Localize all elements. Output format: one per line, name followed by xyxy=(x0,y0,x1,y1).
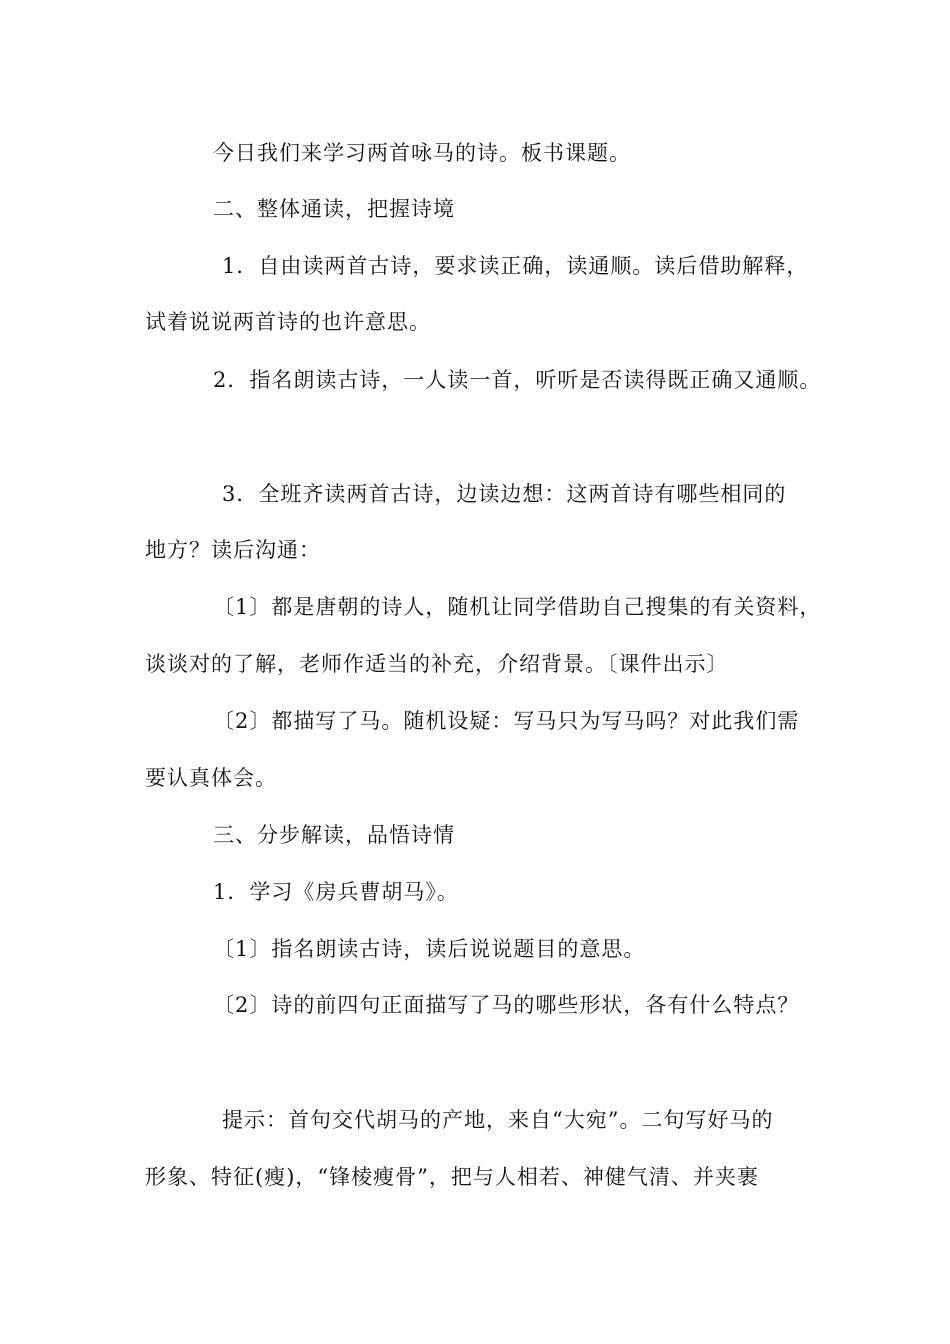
paragraph-line: 谈谈对的了解，老师作适当的补充，介绍背景。〔课件出示〕 xyxy=(145,652,729,676)
paragraph-line: 1．自由读两首古诗，要求读正确，读通顺。读后借助解释， xyxy=(222,254,809,278)
paragraph-line: 〔2〕诗的前四句正面描写了马的哪些形状，各有什么特点？ xyxy=(213,993,800,1017)
paragraph-line: 形象、特征(瘦)，“锋棱瘦骨”，把与人相若、神健气清、并夹裹 xyxy=(145,1165,759,1189)
paragraph-line: 提示：首句交代胡马的产地，来自“大宛”。二句写好马的 xyxy=(222,1108,774,1132)
paragraph-line: 3．全班齐读两首古诗，边读边想：这两首诗有哪些相同的 xyxy=(222,482,787,506)
paragraph-line: 今日我们来学习两首咏马的诗。板书课题。 xyxy=(213,141,631,165)
paragraph-line: 要认真体会。 xyxy=(145,766,277,790)
section-heading: 三、分步解读，品悟诗情 xyxy=(213,823,455,847)
paragraph-line: 〔1〕都是唐朝的诗人，随机让同学借助自己搜集的有关资料， xyxy=(213,595,822,619)
paragraph-line: 2．指名朗读古诗，一人读一首，听听是否读得既正确又通顺。 xyxy=(213,368,822,392)
paragraph-line: 地方？读后沟通： xyxy=(145,538,321,562)
section-heading: 二、整体通读，把握诗境 xyxy=(213,197,455,221)
paragraph-line: 试着说说两首诗的也许意思。 xyxy=(145,310,431,334)
paragraph-line: 〔1〕指名朗读古诗，读后说说题目的意思。 xyxy=(213,937,646,961)
paragraph-line: 〔2〕都描写了马。随机设疑：写马只为写马吗？对此我们需 xyxy=(213,709,800,733)
paragraph-line: 1．学习《房兵曹胡马》。 xyxy=(213,880,459,904)
